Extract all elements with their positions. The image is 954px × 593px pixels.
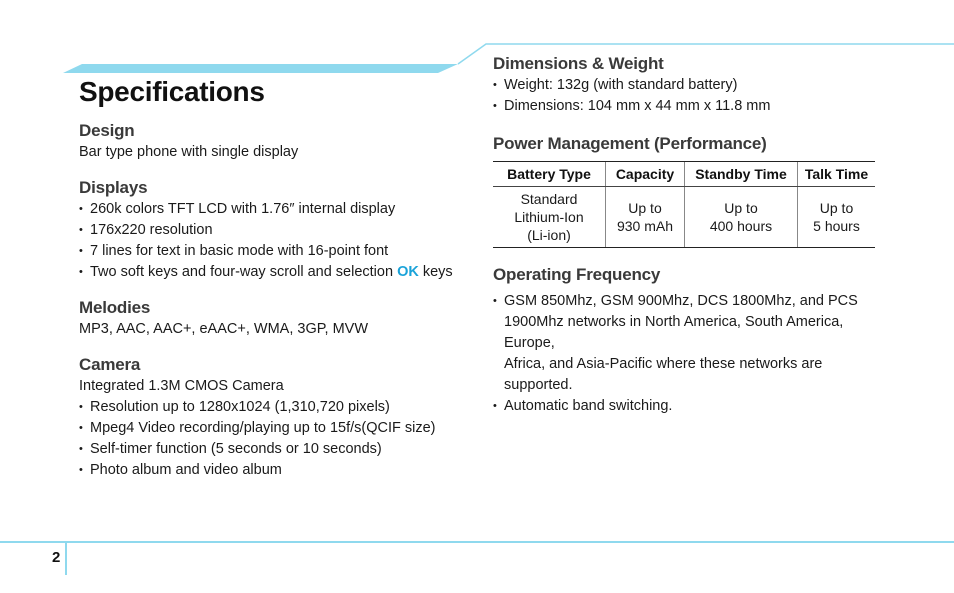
list-item <box>493 291 893 396</box>
frequency-section <box>493 264 893 417</box>
power-table <box>493 161 875 248</box>
cell-line: Up to <box>819 200 854 216</box>
cell-line: 5 hours <box>813 218 860 234</box>
camera-section <box>79 354 479 481</box>
dimensions-section <box>493 53 893 117</box>
table-header-cell: Capacity <box>606 162 685 187</box>
dimensions-heading: Dimensions & Weight <box>493 54 664 73</box>
table-row <box>493 187 875 248</box>
page-number-divider <box>65 543 67 575</box>
displays-section <box>79 177 479 283</box>
list-item: • Weight: 132g (with standard battery) <box>493 75 893 96</box>
list-item: • Dimensions: 104 mm x 44 mm x 11.8 mm <box>493 96 893 117</box>
design-heading: Design <box>79 121 135 140</box>
cell-line: Lithium-Ion <box>514 209 584 225</box>
cell-line: Standard <box>520 191 578 207</box>
footer-divider <box>0 541 954 543</box>
camera-list <box>79 397 479 481</box>
design-text: Bar type phone with single display <box>79 144 299 160</box>
power-section <box>493 133 893 248</box>
ok-key-label: OK <box>397 264 419 280</box>
power-heading: Power Management (Performance) <box>493 134 767 153</box>
melodies-text: MP3, AAC, AAC+, eAAC+, WMA, 3GP, MVW <box>79 321 369 337</box>
camera-heading: Camera <box>79 355 141 374</box>
battery-type-cell <box>493 187 606 248</box>
talk-time-cell <box>798 187 876 248</box>
cell-line: 930 mAh <box>616 218 674 234</box>
frequency-heading: Operating Frequency <box>493 265 661 284</box>
right-column <box>493 53 893 417</box>
table-header-row <box>493 162 875 187</box>
design-section <box>79 120 479 163</box>
melodies-section <box>79 297 479 340</box>
list-item-text: keys <box>422 264 453 280</box>
list-item-line: 1900Mhz networks in North America, South America, Europe, <box>504 314 844 351</box>
frequency-list <box>493 291 893 417</box>
list-item: • Photo album and video album <box>79 460 479 481</box>
cell-line: Up to <box>628 200 662 216</box>
table-header-cell: Battery Type <box>493 162 606 187</box>
standby-time-cell <box>685 187 798 248</box>
page-number: 2 <box>52 549 61 566</box>
displays-list <box>79 199 479 283</box>
list-item <box>79 262 479 283</box>
list-item-line: • GSM 850Mhz, GSM 900Mhz, DCS 1800Mhz, and PCS <box>504 293 858 309</box>
list-item: • Self-timer function (5 seconds or 10 seconds) <box>79 439 479 460</box>
list-item: • 7 lines for text in basic mode with 16-point font <box>79 241 479 262</box>
list-item-line: Africa, and Asia-Pacific where these networks are supported. <box>504 356 823 393</box>
cell-line: 400 hours <box>709 218 773 234</box>
melodies-heading: Melodies <box>79 298 151 317</box>
table-header-cell: Standby Time <box>685 162 798 187</box>
table-header-cell: Talk Time <box>798 162 876 187</box>
cell-line: Up to <box>724 200 758 216</box>
list-item-text: Two soft keys and four-way scroll and selection <box>90 264 394 280</box>
list-item: • Mpeg4 Video recording/playing up to 15f/s(QCIF size) <box>79 418 479 439</box>
list-item: • 260k colors TFT LCD with 1.76″ internal display <box>79 199 479 220</box>
list-item-line: • Automatic band switching. <box>504 398 673 414</box>
list-item: • Resolution up to 1280x1024 (1,310,720 pixels) <box>79 397 479 418</box>
cell-line: (Li-ion) <box>527 227 571 243</box>
camera-text: Integrated 1.3M CMOS Camera <box>79 378 284 394</box>
page-title: Specifications <box>79 76 265 107</box>
dimensions-list <box>493 75 893 117</box>
capacity-cell <box>606 187 685 248</box>
displays-heading: Displays <box>79 178 148 197</box>
list-item <box>493 396 893 417</box>
list-item: • 176x220 resolution <box>79 220 479 241</box>
ribbon-band <box>63 64 458 73</box>
left-column <box>79 120 479 481</box>
